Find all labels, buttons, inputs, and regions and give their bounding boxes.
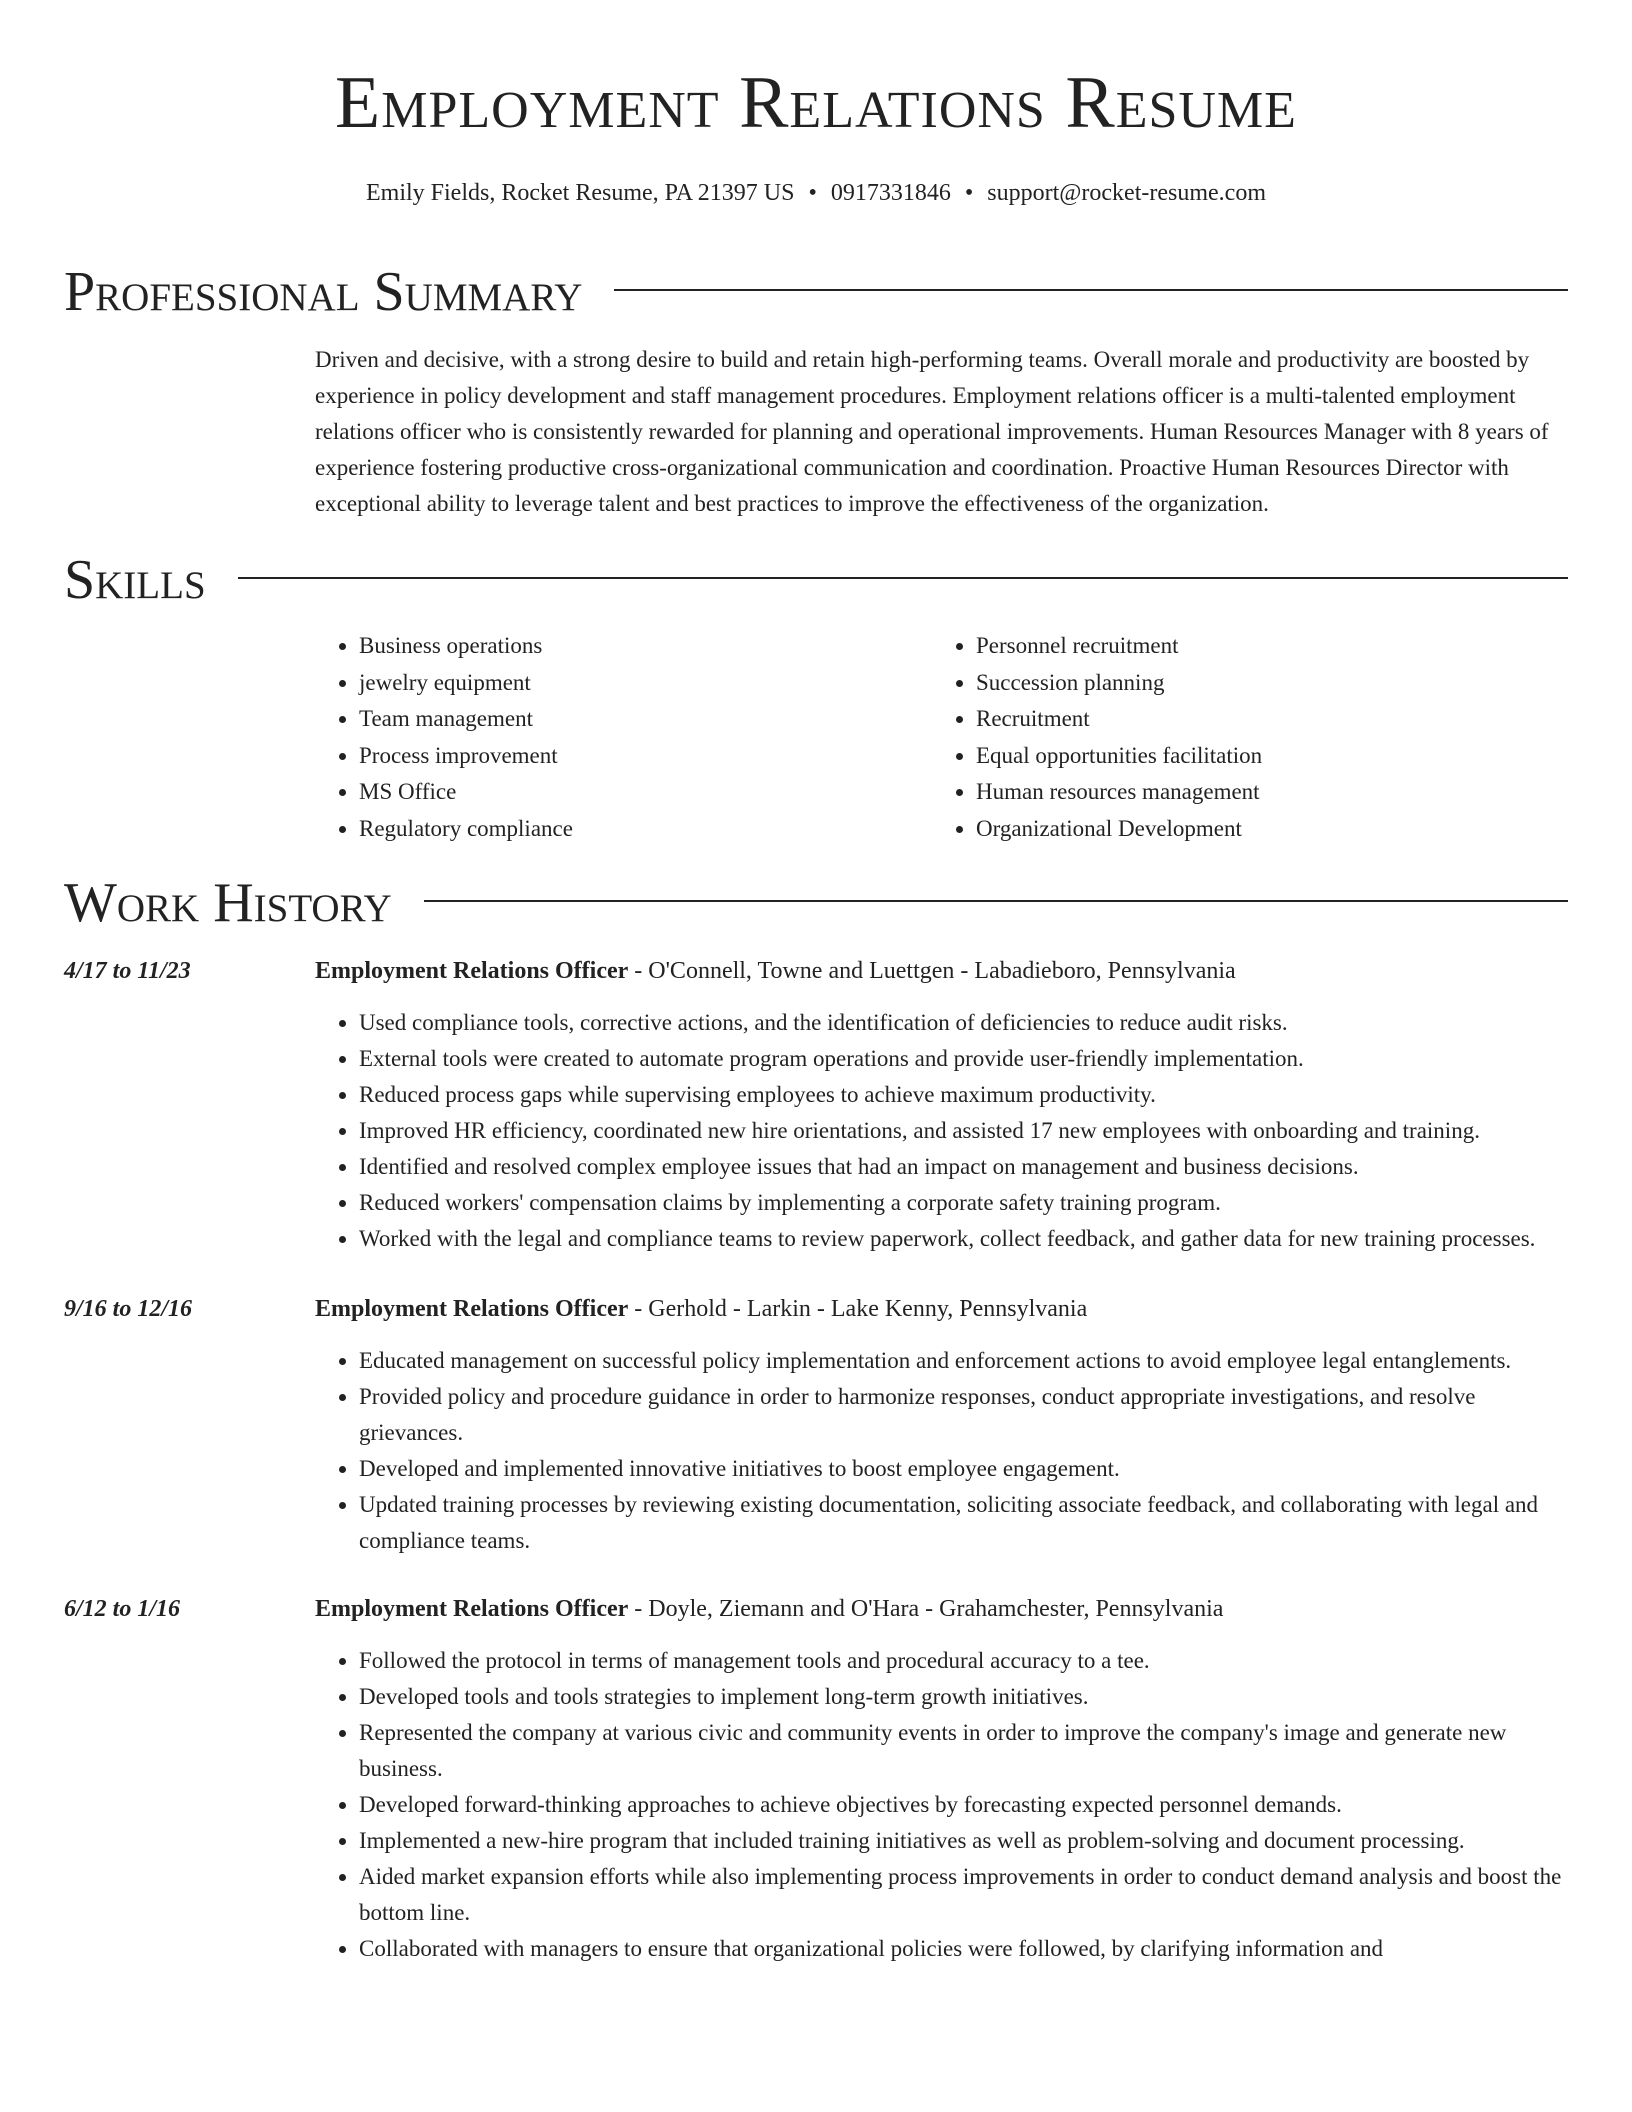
work-heading: Work History xyxy=(64,872,392,934)
job-bullets xyxy=(315,1343,1568,1559)
job-bullet: • Educated management on successful policy implementation and enforcement actions to avoid employee legal entanglements. xyxy=(359,1343,1568,1379)
job-bullet: • Developed forward-thinking approaches to achieve objectives by forecasting expected personnel demands. xyxy=(359,1787,1568,1823)
job-title: Employment Relations Officer xyxy=(315,1296,629,1322)
job-dates: 4/17 to 11/23 xyxy=(64,958,191,984)
contact-phone: 0917331846 xyxy=(830,180,951,206)
job-content xyxy=(315,1591,1568,1967)
job-role xyxy=(315,1291,1568,1327)
skills-column-right xyxy=(932,628,1262,847)
job-title: Employment Relations Officer xyxy=(315,958,629,984)
job-bullet: • Developed tools and tools strategies to implement long-term growth initiatives. xyxy=(359,1679,1568,1715)
skill-item: • Human resources management xyxy=(976,774,1262,811)
skills-section-header xyxy=(64,550,1568,610)
skills-column-left xyxy=(315,628,932,847)
contact-email: support@rocket-resume.com xyxy=(987,180,1266,206)
skills-heading: Skills xyxy=(64,549,206,611)
job-role xyxy=(315,953,1568,989)
job-bullets xyxy=(315,1005,1568,1257)
skill-item: • Succession planning xyxy=(976,665,1262,702)
skill-item: • Regulatory compliance xyxy=(359,811,932,848)
skill-item: • Equal opportunities facilitation xyxy=(976,738,1262,775)
contact-address: Emily Fields, Rocket Resume, PA 21397 US xyxy=(366,180,795,206)
summary-heading: Professional Summary xyxy=(64,261,583,323)
work-section-header xyxy=(64,873,1568,933)
skill-item: • Recruitment xyxy=(976,701,1262,738)
job-bullet: • Updated training processes by reviewing existing documentation, soliciting associate feedback, and collaborating with legal and compliance teams. xyxy=(359,1487,1568,1559)
job-bullet: • Followed the protocol in terms of management tools and procedural accuracy to a tee. xyxy=(359,1643,1568,1679)
job-entry xyxy=(64,1291,1568,1559)
job-bullet: • Developed and implemented innovative initiatives to boost employee engagement. xyxy=(359,1451,1568,1487)
job-bullets xyxy=(315,1643,1568,1967)
job-bullet: • Reduced process gaps while supervising employees to achieve maximum productivity. xyxy=(359,1077,1568,1113)
job-content xyxy=(315,953,1568,1257)
job-employer: - Gerhold - Larkin - Lake Kenny, Pennsylvania xyxy=(628,1296,1088,1322)
section-divider xyxy=(238,577,1568,579)
job-role xyxy=(315,1591,1568,1627)
job-bullet: • Used compliance tools, corrective actions, and the identification of deficiencies to reduce audit risks. xyxy=(359,1005,1568,1041)
job-dates: 9/16 to 12/16 xyxy=(64,1296,193,1322)
skill-item: • Personnel recruitment xyxy=(976,628,1262,665)
skill-item: • MS Office xyxy=(359,774,932,811)
job-bullet: • Provided policy and procedure guidance in order to harmonize responses, conduct appropriate investigations, and resolve grievances. xyxy=(359,1379,1568,1451)
job-dates: 6/12 to 1/16 xyxy=(64,1596,181,1622)
section-divider xyxy=(614,289,1568,291)
job-bullet: • Reduced workers' compensation claims by implementing a corporate safety training program. xyxy=(359,1185,1568,1221)
summary-section-header xyxy=(64,262,1568,322)
job-bullet: • External tools were created to automate program operations and provide user-friendly implementation. xyxy=(359,1041,1568,1077)
job-bullet: • Aided market expansion efforts while also implementing process improvements in order to conduct demand analysis and boost the bottom line. xyxy=(359,1859,1568,1931)
skill-item: • Process improvement xyxy=(359,738,932,775)
job-title: Employment Relations Officer xyxy=(315,1596,629,1622)
job-employer: - O'Connell, Towne and Luettgen - Labadieboro, Pennsylvania xyxy=(628,958,1236,984)
job-bullet: • Represented the company at various civic and community events in order to improve the company's image and generate new business. xyxy=(359,1715,1568,1787)
job-bullet: • Improved HR efficiency, coordinated new hire orientations, and assisted 17 new employees with onboarding and training. xyxy=(359,1113,1568,1149)
skills-list xyxy=(315,628,1568,847)
skill-item: • Business operations xyxy=(359,628,932,665)
job-bullet: • Implemented a new-hire program that included training initiatives as well as problem-solving and document processing. xyxy=(359,1823,1568,1859)
job-bullet: • Worked with the legal and compliance teams to review paperwork, collect feedback, and gather data for new training processes. xyxy=(359,1221,1568,1257)
skill-item: • Organizational Development xyxy=(976,811,1262,848)
contact-separator: • xyxy=(808,180,817,206)
job-bullet: • Identified and resolved complex employee issues that had an impact on management and business decisions. xyxy=(359,1149,1568,1185)
summary-text: Driven and decisive, with a strong desire to build and retain high-performing teams. Overall morale and productivity are boosted by experience in policy development and staff management procedures. Employment relations officer is a multi-talented employment relations officer who is consistently rewarded for planning and operational improvements. Human Resources Manager with 8 years of experience fostering productive cross-organizational communication and coordination. Proactive Human Resources Director with exceptional ability to leverage talent and best practices to improve the effectiveness of the organization. xyxy=(315,347,1549,516)
skill-item: • jewelry equipment xyxy=(359,665,932,702)
contact-line xyxy=(64,178,1568,208)
section-divider xyxy=(424,900,1568,902)
job-bullet: • Collaborated with managers to ensure that organizational policies were followed, by clarifying information and xyxy=(359,1931,1568,1967)
contact-separator: • xyxy=(964,180,974,206)
skill-item: • Team management xyxy=(359,701,932,738)
resume-title: Employment Relations Resume xyxy=(335,62,1297,144)
job-entry xyxy=(64,953,1568,1257)
job-entry xyxy=(64,1591,1568,1967)
job-employer: - Doyle, Ziemann and O'Hara - Grahamchester, Pennsylvania xyxy=(628,1596,1224,1622)
job-content xyxy=(315,1291,1568,1559)
